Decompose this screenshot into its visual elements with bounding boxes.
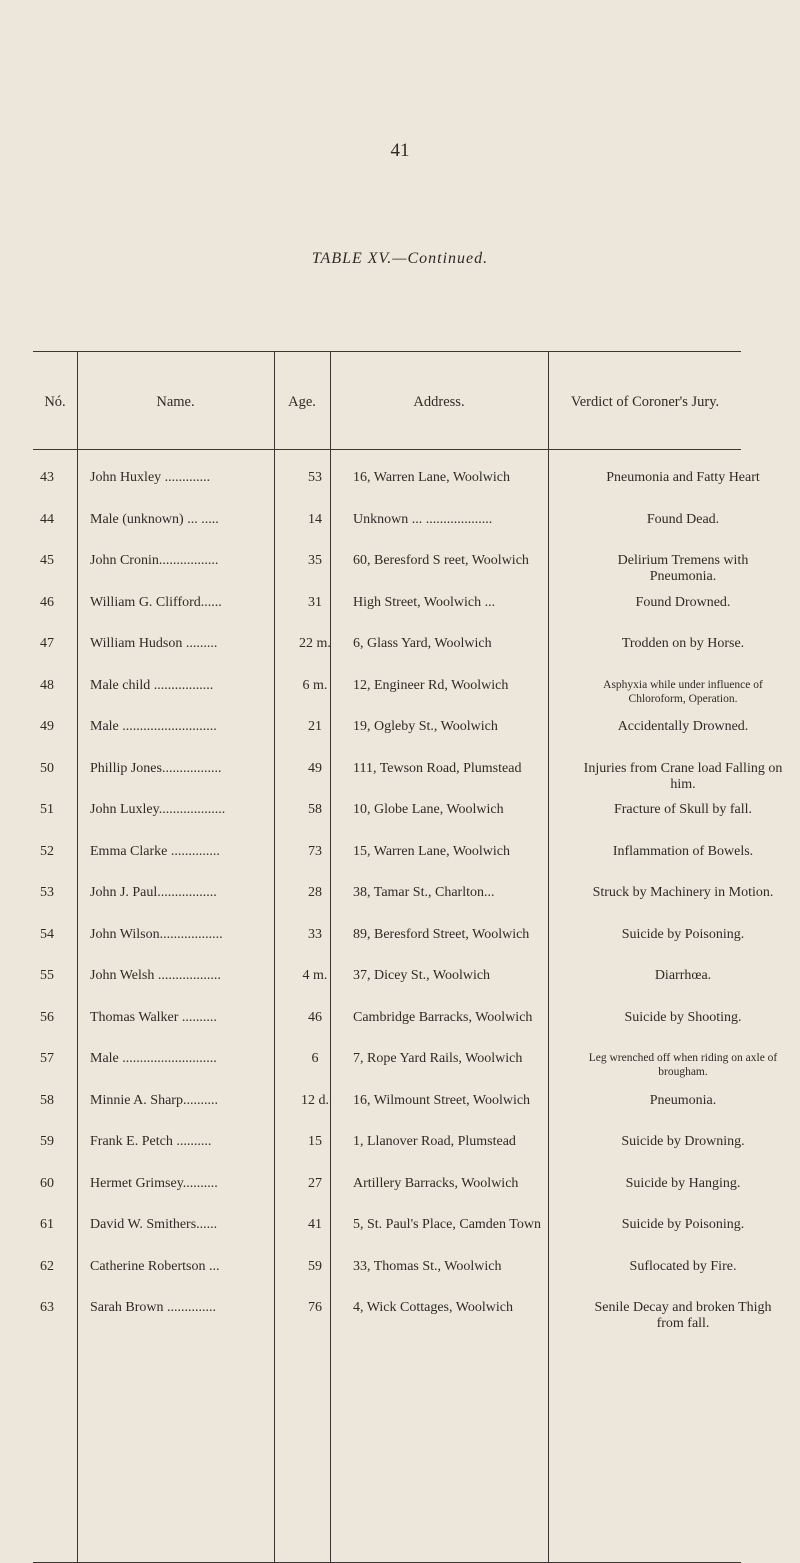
cell-age: 46 <box>308 1009 322 1025</box>
table-row <box>40 844 783 886</box>
header-no: Nó. <box>44 394 66 410</box>
cell-no: 60 <box>40 1175 54 1191</box>
cell-verdict: Trodden on by Horse. <box>621 636 745 651</box>
cell-no: 43 <box>40 470 54 485</box>
cell-address: 5, St. Paul's Place, Camden Town <box>353 1217 541 1232</box>
cell-age: 4 m. <box>302 968 328 983</box>
cell-address: 15, Warren Lane, Woolwich <box>353 843 511 859</box>
cell-verdict: Suicide by Poisoning. <box>621 1217 745 1232</box>
table-row <box>40 1010 783 1052</box>
header-age: Age. <box>288 394 316 410</box>
header-name: Name. <box>156 394 195 410</box>
page-number: 41 <box>390 140 410 161</box>
cell-name: Sarah Brown .............. <box>90 1300 216 1315</box>
cell-address: Artillery Barracks, Woolwich <box>353 1175 519 1191</box>
table-row <box>40 553 783 595</box>
cell-verdict: Struck by Machinery in Motion. <box>592 885 774 900</box>
cell-no: 44 <box>40 511 54 527</box>
cell-age: 14 <box>308 511 322 527</box>
cell-address: 38, Tamar St., Charlton... <box>353 885 495 900</box>
cell-verdict: Diarrhœa. <box>654 968 712 983</box>
cell-name: John J. Paul................. <box>90 885 217 900</box>
cell-no: 47 <box>40 636 54 651</box>
table-row <box>40 1134 783 1176</box>
cell-name: John Welsh .................. <box>90 968 221 983</box>
cell-verdict: Senile Decay and broken Thigh from fall. <box>594 1300 772 1331</box>
cell-address: 7, Rope Yard Rails, Woolwich <box>353 1051 523 1066</box>
cell-age: 73 <box>308 843 322 859</box>
cell-name: William G. Clifford...... <box>90 594 222 610</box>
cell-no: 51 <box>40 802 54 817</box>
cell-no: 56 <box>40 1009 54 1025</box>
header-address: Address. <box>413 394 465 410</box>
cell-age: 49 <box>308 760 322 776</box>
header-rule <box>33 449 741 450</box>
table-row <box>40 1093 783 1135</box>
cell-no: 45 <box>40 553 54 568</box>
cell-age: 53 <box>308 470 322 485</box>
cell-name: John Luxley................... <box>90 802 226 817</box>
cell-name: Male (unknown) ... ..... <box>90 511 219 527</box>
table-row <box>40 1259 783 1301</box>
cell-name: John Cronin................. <box>90 553 219 568</box>
cell-age: 28 <box>308 885 322 900</box>
cell-age: 27 <box>308 1175 322 1191</box>
table-row <box>40 719 783 761</box>
cell-verdict: Leg wrenched off when riding on axle of brougham. <box>588 1052 778 1078</box>
cell-age: 6 <box>311 1051 319 1066</box>
cell-address: Cambridge Barracks, Woolwich <box>353 1009 533 1025</box>
cell-no: 63 <box>40 1300 54 1315</box>
cell-verdict: Suicide by Drowning. <box>621 1134 745 1149</box>
cell-name: Catherine Robertson ... <box>90 1258 220 1274</box>
table-row <box>40 512 783 554</box>
table-row <box>40 636 783 678</box>
cell-no: 50 <box>40 760 54 776</box>
cell-age: 35 <box>308 553 322 568</box>
cell-name: Thomas Walker .......... <box>90 1009 217 1025</box>
cell-no: 49 <box>40 719 54 734</box>
top-rule <box>33 351 741 352</box>
cell-name: Phillip Jones................. <box>90 760 222 776</box>
cell-verdict: Suicide by Poisoning. <box>621 926 745 942</box>
table-row <box>40 927 783 969</box>
cell-address: High Street, Woolwich ... <box>353 594 496 610</box>
cell-no: 54 <box>40 926 54 942</box>
cell-age: 6 m. <box>302 677 328 693</box>
cell-name: Emma Clarke .............. <box>90 843 220 859</box>
table-row <box>40 885 783 927</box>
cell-verdict: Accidentally Drowned. <box>617 719 749 734</box>
cell-verdict: Fracture of Skull by fall. <box>613 802 753 817</box>
cell-address: 60, Beresford S reet, Woolwich <box>353 553 529 568</box>
inquest-table <box>40 470 783 1342</box>
cell-address: 10, Globe Lane, Woolwich <box>353 802 504 817</box>
cell-verdict: Found Drowned. <box>635 594 731 610</box>
table-row <box>40 1051 783 1093</box>
cell-verdict: Asphyxia while under influence of Chloroform, Operation. <box>603 678 763 705</box>
cell-address: 37, Dicey St., Woolwich <box>353 968 491 983</box>
header-verdict: Verdict of Coroner's Jury. <box>570 394 720 410</box>
cell-name: John Wilson.................. <box>90 926 223 942</box>
cell-address: 6, Glass Yard, Woolwich <box>353 636 492 651</box>
table-row <box>40 595 783 637</box>
cell-age: 31 <box>308 594 322 610</box>
cell-age: 15 <box>308 1134 322 1149</box>
cell-name: David W. Smithers...... <box>90 1217 218 1232</box>
cell-no: 58 <box>40 1092 54 1108</box>
table-row <box>40 1217 783 1259</box>
cell-no: 57 <box>40 1051 54 1066</box>
cell-no: 53 <box>40 885 54 900</box>
table-row <box>40 1176 783 1218</box>
cell-no: 55 <box>40 968 54 983</box>
cell-name: Male ........................... <box>90 719 217 734</box>
cell-no: 48 <box>40 677 54 693</box>
cell-no: 62 <box>40 1258 54 1274</box>
cell-address: 33, Thomas St., Woolwich <box>353 1258 502 1274</box>
cell-verdict: Suicide by Shooting. <box>624 1009 742 1025</box>
cell-address: 16, Warren Lane, Woolwich <box>353 470 511 485</box>
cell-name: Male child ................. <box>90 677 214 693</box>
cell-age: 58 <box>308 802 322 817</box>
cell-age: 21 <box>308 719 322 734</box>
cell-verdict: Pneumonia and Fatty Heart <box>606 470 760 485</box>
table-row <box>40 1300 783 1342</box>
cell-address: 111, Tewson Road, Plumstead <box>353 760 522 776</box>
cell-name: Minnie A. Sharp.......... <box>90 1092 218 1108</box>
cell-no: 46 <box>40 594 54 610</box>
table-row <box>40 968 783 1010</box>
cell-verdict: Pneumonia. <box>649 1092 717 1108</box>
cell-address: 19, Ogleby St., Woolwich <box>353 719 498 734</box>
table-row <box>40 761 783 803</box>
cell-no: 61 <box>40 1217 54 1232</box>
cell-age: 59 <box>308 1258 322 1274</box>
cell-age: 22 m. <box>299 636 331 651</box>
cell-name: William Hudson ......... <box>90 636 218 651</box>
cell-verdict: Suicide by Hanging. <box>625 1175 741 1191</box>
cell-no: 59 <box>40 1134 54 1149</box>
cell-age: 33 <box>308 926 322 942</box>
cell-age: 12 d. <box>301 1092 329 1108</box>
cell-address: 4, Wick Cottages, Woolwich <box>353 1300 513 1315</box>
cell-address: Unknown ... ................... <box>353 511 493 527</box>
table-row <box>40 678 783 720</box>
cell-verdict: Found Dead. <box>646 511 720 527</box>
cell-verdict: Injuries from Crane load Falling on him. <box>583 760 783 792</box>
cell-address: 12, Engineer Rd, Woolwich <box>353 677 509 693</box>
cell-verdict: Inflammation of Bowels. <box>612 843 754 859</box>
cell-address: 16, Wilmount Street, Woolwich <box>353 1092 531 1108</box>
cell-age: 41 <box>308 1217 322 1232</box>
cell-address: 1, Llanover Road, Plumstead <box>353 1134 516 1149</box>
cell-name: John Huxley ............. <box>90 470 211 485</box>
table-row <box>40 802 783 844</box>
cell-no: 52 <box>40 843 54 859</box>
cell-verdict: Suflocated by Fire. <box>629 1258 737 1274</box>
cell-name: Male ........................... <box>90 1051 217 1066</box>
table-row <box>40 470 783 512</box>
cell-age: 76 <box>308 1300 322 1315</box>
cell-name: Hermet Grimsey.......... <box>90 1175 218 1191</box>
cell-name: Frank E. Petch .......... <box>90 1134 212 1149</box>
cell-verdict: Delirium Tremens with Pneumonia. <box>617 553 749 584</box>
cell-address: 89, Beresford Street, Woolwich <box>353 926 530 942</box>
table-title: TABLE XV.—Continued. <box>311 250 489 267</box>
